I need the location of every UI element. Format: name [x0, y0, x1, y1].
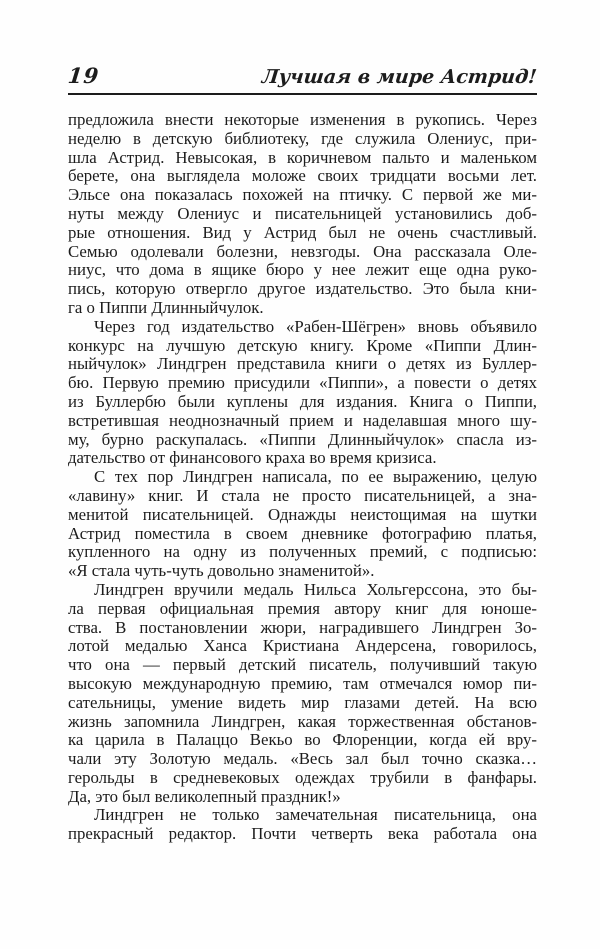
text-line: высокую международную премию, там отмечался юмор пи-	[68, 673, 537, 693]
text-line: ныйчулок» Линдгрен представила книги о детях из Буллер-	[68, 354, 537, 374]
text-line: купленного на одну из полученных премий, с подписью:	[68, 542, 537, 562]
header-rule	[68, 93, 537, 95]
text-line: что она — первый детский писатель, получивший такую	[68, 655, 537, 675]
text-line: «лавину» книг. И стала не просто писательницей, а зна-	[68, 485, 537, 505]
paragraph	[68, 468, 537, 581]
text-line: прекрасный редактор. Почти четверть века работала она	[68, 824, 537, 844]
text-line: га о Пиппи Длинныйчулок.	[68, 297, 264, 317]
text-line: ниус, что дома в ящике бюро у нее лежит еще одна руко-	[68, 260, 537, 280]
text-line: Линдгрен не только замечательная писательница, она	[94, 805, 537, 825]
paragraph	[68, 111, 537, 318]
text-line: Астрид поместила в своем дневнике фотографию платья,	[68, 523, 537, 543]
text-line: «Я стала чуть-чуть довольно знаменитой».	[68, 561, 375, 581]
page-header	[68, 60, 537, 88]
text-line: дательство от финансового краха во время кризиса.	[68, 448, 437, 468]
text-line: С тех пор Линдгрен написала, по ее выражению, целую	[94, 467, 537, 487]
text-line: чали эту Золотую медаль. «Весь зал был точно сказка…	[68, 749, 537, 769]
text-line: Через год издательство «Рабен-Шёгрен» вновь объявило	[94, 316, 537, 336]
text-line: из Буллербю были куплены для издания. Книга о Пиппи,	[68, 391, 537, 411]
paragraph	[68, 581, 537, 807]
text-line: предложила внести некоторые изменения в рукопись. Через	[68, 110, 537, 129]
text-line: ка царила в Палаццо Векьо во Флоренции, когда ей вру-	[68, 730, 537, 750]
text-line: шла Астрид. Невысокая, в коричневом пальто и маленьком	[68, 147, 537, 167]
text-line: сательницы, умение видеть мир глазами детей. На всю	[68, 692, 537, 712]
text-line: Эльсе она показалась похожей на птичку. С первой же ми-	[68, 185, 537, 205]
text-line: Да, это был великолепный праздник!»	[68, 786, 341, 806]
text-line: жизнь запомнила Линдгрен, какая торжественная обстанов-	[68, 711, 537, 731]
page-body	[68, 111, 537, 844]
text-line: встретившая неоднозначный прием и наделавшая много шу-	[68, 410, 537, 430]
paragraph	[68, 318, 537, 468]
text-line: му, бурно раскупалась. «Пиппи Длинныйчулок» спасла из-	[68, 429, 537, 449]
text-line: берете, она выглядела моложе своих тридцати восьми лет.	[68, 166, 537, 186]
text-line: ла первая официальная премия автору книг для юноше-	[68, 598, 537, 618]
text-line: конкурс на лучшую детскую книгу. Кроме «Пиппи Длин-	[68, 335, 537, 355]
text-line: рые отношения. Вид у Астрид был не очень счастливый.	[68, 222, 537, 242]
running-title: Лучшая в мире Астрид!	[261, 66, 539, 88]
text-line: нуты между Олениус и писательницей установились доб-	[68, 203, 537, 223]
text-line: герольды в средневековых одеждах трубили в фанфары.	[68, 767, 537, 787]
text-line: пись, которую отвергло другое издательство. Это была кни-	[68, 279, 537, 299]
text-line: неделю в детскую библиотеку, где служила Олениус, при-	[68, 128, 537, 148]
text-line: ства. В постановлении жюри, наградившего Линдгрен Зо-	[68, 617, 537, 637]
paragraph	[68, 806, 537, 844]
text-line: лотой медалью Ханса Кристиана Андерсена, говорилось,	[68, 636, 537, 656]
text-line: Линдгрен вручили медаль Нильса Хольгерссона, это бы-	[94, 579, 537, 599]
text-line: менитой писательницей. Однажды неистощимая на шутки	[68, 504, 537, 524]
text-line: Семью одолевали болезни, невзгоды. Она рассказала Оле-	[68, 241, 537, 261]
page-number: 19	[66, 63, 101, 88]
text-line: бю. Первую премию присудили «Пиппи», а повести о детях	[68, 373, 537, 393]
